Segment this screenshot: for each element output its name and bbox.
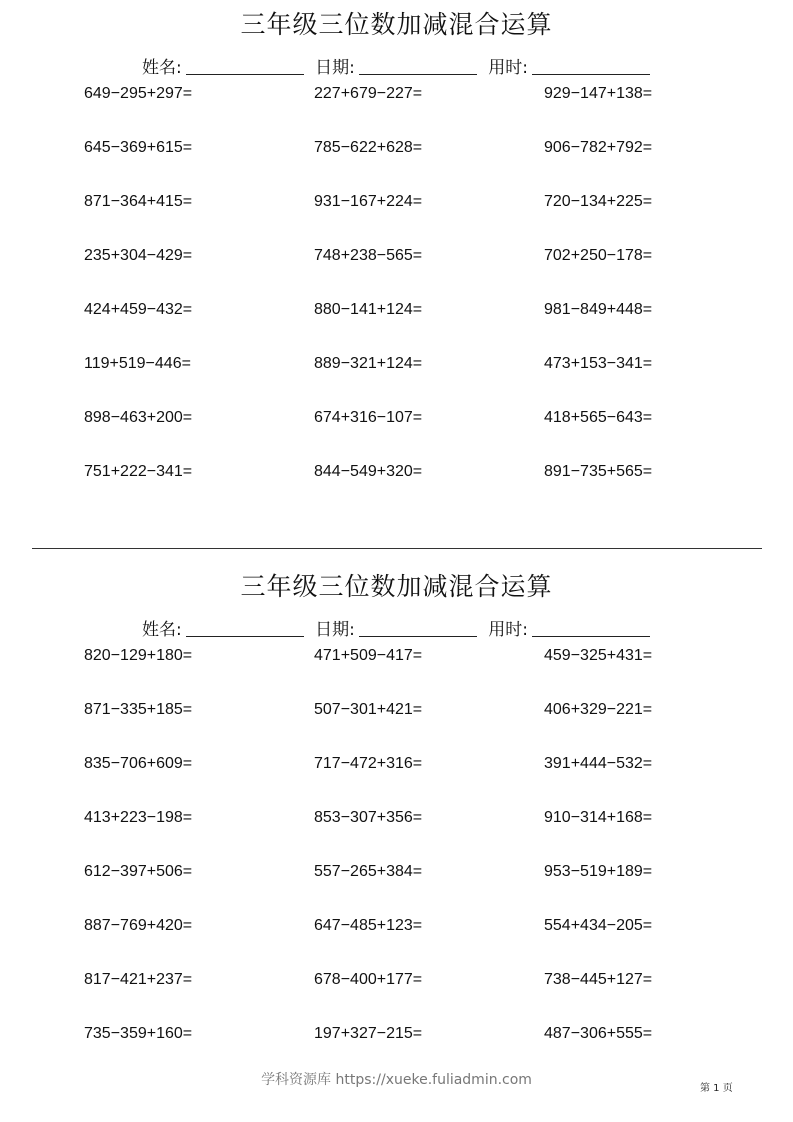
problem-row bbox=[0, 1022, 793, 1046]
problem: 473+153−341= bbox=[544, 355, 653, 372]
problem: 647−485+123= bbox=[314, 917, 423, 934]
problem: 459−325+431= bbox=[544, 647, 653, 664]
problem-row bbox=[0, 406, 793, 430]
problem: 844−549+320= bbox=[314, 463, 423, 480]
time-blank bbox=[532, 74, 650, 75]
problem: 413+223−198= bbox=[84, 809, 193, 826]
time-field bbox=[488, 618, 650, 642]
problem: 871−335+185= bbox=[84, 701, 193, 718]
problem: 898−463+200= bbox=[84, 409, 193, 426]
problem: 880−141+124= bbox=[314, 301, 423, 318]
date-field bbox=[315, 618, 477, 642]
date-blank bbox=[359, 636, 477, 637]
problem: 717−472+316= bbox=[314, 755, 423, 772]
problem: 785−622+628= bbox=[314, 139, 423, 156]
problem-row bbox=[0, 190, 793, 214]
problem-row bbox=[0, 298, 793, 322]
problem: 424+459−432= bbox=[84, 301, 193, 318]
problem: 119+519−446= bbox=[84, 355, 191, 372]
problem-row bbox=[0, 352, 793, 376]
problem: 906−782+792= bbox=[544, 139, 653, 156]
problem-row bbox=[0, 244, 793, 268]
problem: 931−167+224= bbox=[314, 193, 423, 210]
problem: 889−321+124= bbox=[314, 355, 423, 372]
problem: 406+329−221= bbox=[544, 701, 653, 718]
time-blank bbox=[532, 636, 650, 637]
name-blank bbox=[186, 74, 304, 75]
problem: 674+316−107= bbox=[314, 409, 423, 426]
date-label: 日期: bbox=[315, 58, 355, 78]
problem: 853−307+356= bbox=[314, 809, 423, 826]
problem: 645−369+615= bbox=[84, 139, 193, 156]
student-info-line bbox=[142, 618, 656, 642]
time-label: 用时: bbox=[488, 58, 529, 78]
problem-row bbox=[0, 644, 793, 668]
page-number: 第 1 页 bbox=[700, 1083, 733, 1094]
problem: 751+222−341= bbox=[84, 463, 193, 480]
name-label: 姓名: bbox=[142, 620, 182, 640]
problem: 738−445+127= bbox=[544, 971, 653, 988]
problem: 748+238−565= bbox=[314, 247, 423, 264]
problem: 557−265+384= bbox=[314, 863, 423, 880]
problem: 871−364+415= bbox=[84, 193, 193, 210]
problem: 487−306+555= bbox=[544, 1025, 653, 1042]
problem: 612−397+506= bbox=[84, 863, 193, 880]
problem: 887−769+420= bbox=[84, 917, 193, 934]
problem: 227+679−227= bbox=[314, 85, 423, 102]
problem: 418+565−643= bbox=[544, 409, 653, 426]
problem: 649−295+297= bbox=[84, 85, 193, 102]
problem-row bbox=[0, 698, 793, 722]
worksheet-title: 三年级三位数加减混合运算 bbox=[240, 572, 553, 601]
date-label: 日期: bbox=[315, 620, 355, 640]
problem-row bbox=[0, 136, 793, 160]
problem-row bbox=[0, 752, 793, 776]
problem-row bbox=[0, 806, 793, 830]
problem: 554+434−205= bbox=[544, 917, 653, 934]
problem: 910−314+168= bbox=[544, 809, 653, 826]
name-field bbox=[142, 618, 304, 642]
student-info-line bbox=[142, 56, 656, 80]
problem: 471+509−417= bbox=[314, 647, 423, 664]
problem: 235+304−429= bbox=[84, 247, 193, 264]
name-field bbox=[142, 56, 304, 80]
problem: 507−301+421= bbox=[314, 701, 423, 718]
problem-row bbox=[0, 460, 793, 484]
time-field bbox=[488, 56, 650, 80]
problem-row bbox=[0, 860, 793, 884]
problem-row bbox=[0, 82, 793, 106]
problem: 817−421+237= bbox=[84, 971, 193, 988]
problem: 391+444−532= bbox=[544, 755, 653, 772]
time-label: 用时: bbox=[488, 620, 529, 640]
name-label: 姓名: bbox=[142, 58, 182, 78]
problem: 835−706+609= bbox=[84, 755, 193, 772]
problem: 891−735+565= bbox=[544, 463, 653, 480]
problem: 702+250−178= bbox=[544, 247, 653, 264]
problem: 678−400+177= bbox=[314, 971, 423, 988]
date-blank bbox=[359, 74, 477, 75]
footer-site-link: 学科资源库 https://xueke.fuliadmin.com bbox=[261, 1072, 532, 1088]
problem: 953−519+189= bbox=[544, 863, 653, 880]
problem: 820−129+180= bbox=[84, 647, 193, 664]
problem: 720−134+225= bbox=[544, 193, 653, 210]
problem: 735−359+160= bbox=[84, 1025, 193, 1042]
problem-row bbox=[0, 914, 793, 938]
problem: 197+327−215= bbox=[314, 1025, 423, 1042]
worksheet-title: 三年级三位数加减混合运算 bbox=[240, 10, 553, 39]
date-field bbox=[315, 56, 477, 80]
problem-row bbox=[0, 968, 793, 992]
problem: 981−849+448= bbox=[544, 301, 653, 318]
name-blank bbox=[186, 636, 304, 637]
problem: 929−147+138= bbox=[544, 85, 653, 102]
section-divider bbox=[32, 548, 762, 549]
